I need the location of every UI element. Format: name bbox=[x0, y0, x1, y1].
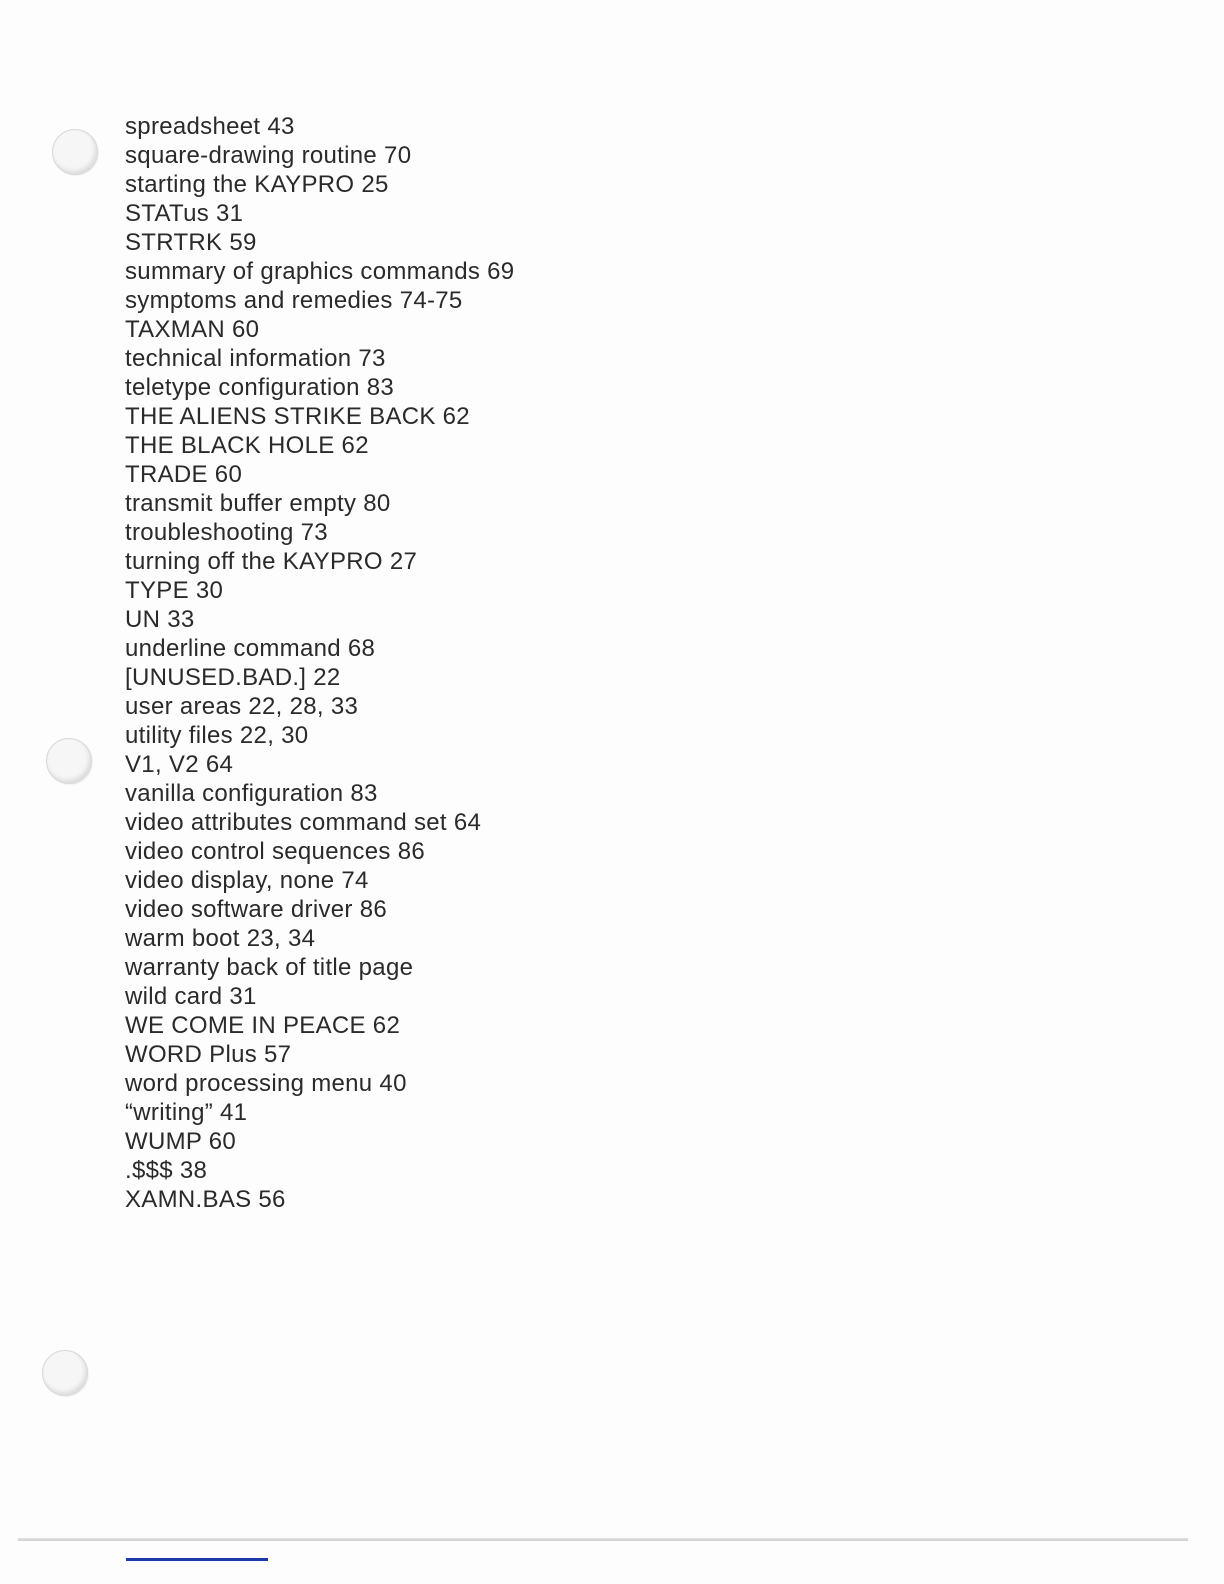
index-entry: TRADE 60 bbox=[125, 461, 243, 488]
index-entry: wild card 31 bbox=[125, 983, 257, 1010]
page-edge-tab bbox=[126, 1558, 268, 1561]
index-entry: THE ALIENS STRIKE BACK 62 bbox=[125, 403, 470, 430]
index-entry: technical information 73 bbox=[125, 345, 386, 372]
index-entry: warm boot 23, 34 bbox=[125, 925, 316, 952]
punch-hole bbox=[42, 1350, 88, 1396]
index-entry: V1, V2 64 bbox=[125, 751, 234, 778]
punch-hole bbox=[52, 129, 98, 175]
index-entry: video software driver 86 bbox=[125, 896, 387, 923]
punch-hole bbox=[46, 738, 92, 784]
index-entry: THE BLACK HOLE 62 bbox=[125, 432, 369, 459]
page-bottom-rule bbox=[18, 1538, 1188, 1541]
index-entry: .$$$ 38 bbox=[125, 1157, 208, 1184]
index-entry: STATus 31 bbox=[125, 200, 244, 227]
index-entry: XAMN.BAS 56 bbox=[125, 1186, 286, 1213]
index-entry: symptoms and remedies 74-75 bbox=[125, 287, 463, 314]
index-entry: warranty back of title page bbox=[125, 954, 414, 981]
index-entry: WE COME IN PEACE 62 bbox=[125, 1012, 401, 1039]
index-entry: TAXMAN 60 bbox=[125, 316, 260, 343]
index-entry: starting the KAYPRO 25 bbox=[125, 171, 389, 198]
index-entry: underline command 68 bbox=[125, 635, 376, 662]
index-entry: teletype configuration 83 bbox=[125, 374, 395, 401]
index-entry: video display, none 74 bbox=[125, 867, 369, 894]
index-entry: vanilla configuration 83 bbox=[125, 780, 378, 807]
index-entry: troubleshooting 73 bbox=[125, 519, 328, 546]
index-entry: TYPE 30 bbox=[125, 577, 224, 604]
index-entry: summary of graphics commands 69 bbox=[125, 258, 515, 285]
index-entry: transmit buffer empty 80 bbox=[125, 490, 391, 517]
index-entry: utility files 22, 30 bbox=[125, 722, 309, 749]
index-entry: user areas 22, 28, 33 bbox=[125, 693, 359, 720]
index-entry: turning off the KAYPRO 27 bbox=[125, 548, 418, 575]
index-entry: video control sequences 86 bbox=[125, 838, 425, 865]
index-entry: STRTRK 59 bbox=[125, 229, 257, 256]
index-list bbox=[125, 112, 514, 1214]
index-entry: “writing” 41 bbox=[125, 1099, 248, 1126]
index-entry: spreadsheet 43 bbox=[125, 113, 295, 140]
index-entry: [UNUSED.BAD.] 22 bbox=[125, 664, 341, 691]
index-entry: square-drawing routine 70 bbox=[125, 142, 412, 169]
index-entry: WORD Plus 57 bbox=[125, 1041, 292, 1068]
index-entry: video attributes command set 64 bbox=[125, 809, 482, 836]
index-entry: UN 33 bbox=[125, 606, 195, 633]
index-entry: word processing menu 40 bbox=[125, 1070, 407, 1097]
index-entry: WUMP 60 bbox=[125, 1128, 237, 1155]
